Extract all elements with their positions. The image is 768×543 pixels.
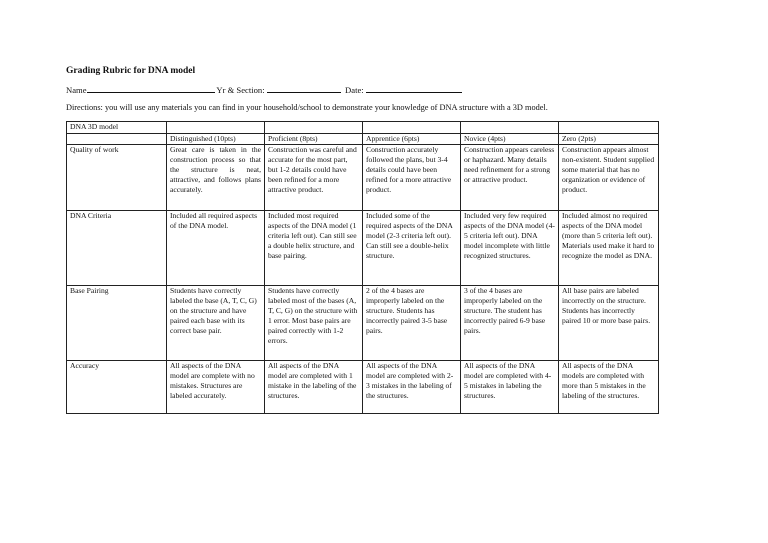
rubric-cell: Included almost no required aspects of the DNA model (more than 5 criteria left out). Materials used make it hard to recognize the model as DNA. bbox=[559, 211, 659, 286]
empty-cell bbox=[461, 122, 559, 134]
rubric-cell: Construction appears careless or haphazard. Many details need refinement for a strong or attractive product. bbox=[461, 145, 559, 211]
rubric-cell: All aspects of the DNA model are complete with no mistakes. Structures are labeled accurately. bbox=[167, 361, 265, 414]
name-blank bbox=[87, 84, 215, 93]
rubric-cell: All aspects of the DNA model are completed with 4-5 mistakes in labeling the structures. bbox=[461, 361, 559, 414]
rubric-cell: All aspects of the DNA model are completed with 2-3 mistakes in the labeling of the structures. bbox=[363, 361, 461, 414]
rubric-cell: Included some of the required aspects of the DNA model (2-3 criteria left out). Can still see a double-helix structure. bbox=[363, 211, 461, 286]
rubric-row-base-pairing bbox=[67, 286, 659, 361]
level-header: Apprentice (6pts) bbox=[363, 134, 461, 145]
section-blank bbox=[267, 84, 341, 93]
rubric-table bbox=[66, 121, 659, 414]
criterion-label: DNA Criteria bbox=[67, 211, 167, 286]
empty-cell bbox=[67, 134, 167, 145]
empty-cell bbox=[167, 122, 265, 134]
rubric-row-accuracy bbox=[67, 361, 659, 414]
empty-cell bbox=[559, 122, 659, 134]
rubric-cell: 3 of the 4 bases are improperly labeled on the structure. The student has incorrectly paired 6-9 base pairs. bbox=[461, 286, 559, 361]
directions-text: Directions: you will use any materials you can find in your household/school to demonstrate your knowledge of DNA structure with a 3D model. bbox=[66, 103, 548, 112]
rubric-cell: Great care is taken in the construction process so that the structure is neat, attractive, and follows plans accurately. bbox=[167, 145, 265, 211]
criterion-label: Accuracy bbox=[67, 361, 167, 414]
student-info-line bbox=[66, 84, 462, 95]
level-header: Distinguished (10pts) bbox=[167, 134, 265, 145]
name-label: Name bbox=[66, 85, 87, 95]
date-blank bbox=[366, 84, 462, 93]
empty-cell bbox=[265, 122, 363, 134]
rubric-cell: Included all required aspects of the DNA model. bbox=[167, 211, 265, 286]
rubric-corner-cell: DNA 3D model bbox=[67, 122, 167, 134]
rubric-cell: Students have correctly labeled most of the bases (A, T, C, G) on the structure with 1 error. Most base pairs are paired correctly with 1-2 errors. bbox=[265, 286, 363, 361]
rubric-row-quality bbox=[67, 145, 659, 211]
section-label: Yr & Section: bbox=[216, 85, 265, 95]
rubric-title-row bbox=[67, 122, 659, 134]
rubric-row-criteria bbox=[67, 211, 659, 286]
empty-cell bbox=[363, 122, 461, 134]
rubric-cell: All aspects of the DNA models are completed with more than 5 mistakes in the labeling of the structures. bbox=[559, 361, 659, 414]
rubric-cell: All aspects of the DNA model are completed with 1 mistake in the labeling of the structures. bbox=[265, 361, 363, 414]
level-header: Novice (4pts) bbox=[461, 134, 559, 145]
rubric-cell: Construction accurately followed the plans, but 3-4 details could have been refined for a more attractive product. bbox=[363, 145, 461, 211]
rubric-cell: Students have correctly labeled the base (A, T, C, G) on the structure and have paired each base with its correct base pair. bbox=[167, 286, 265, 361]
level-header: Proficient (8pts) bbox=[265, 134, 363, 145]
level-header: Zero (2pts) bbox=[559, 134, 659, 145]
rubric-header-row bbox=[67, 134, 659, 145]
criterion-label: Quality of work bbox=[67, 145, 167, 211]
date-label: Date: bbox=[345, 85, 364, 95]
rubric-cell: Construction appears almost non-existent. Student supplied some material that has no organization or evidence of product. bbox=[559, 145, 659, 211]
rubric-cell: Included most required aspects of the DNA model (1 criteria left out). Can still see a double helix structure, and base pairing. bbox=[265, 211, 363, 286]
rubric-cell: 2 of the 4 bases are improperly labeled on the structure. Students has incorrectly paired 3-5 base pairs. bbox=[363, 286, 461, 361]
rubric-cell: Included very few required aspects of the DNA model (4-5 criteria left out). DNA model incomplete with little recognized structures. bbox=[461, 211, 559, 286]
rubric-cell: Construction was careful and accurate for the most part, but 1-2 details could have been refined for a more attractive product. bbox=[265, 145, 363, 211]
criterion-label: Base Pairing bbox=[67, 286, 167, 361]
rubric-cell: All base pairs are labeled incorrectly on the structure. Students has incorrectly paired 10 or more base pairs. bbox=[559, 286, 659, 361]
page-title: Grading Rubric for DNA model bbox=[66, 66, 196, 76]
